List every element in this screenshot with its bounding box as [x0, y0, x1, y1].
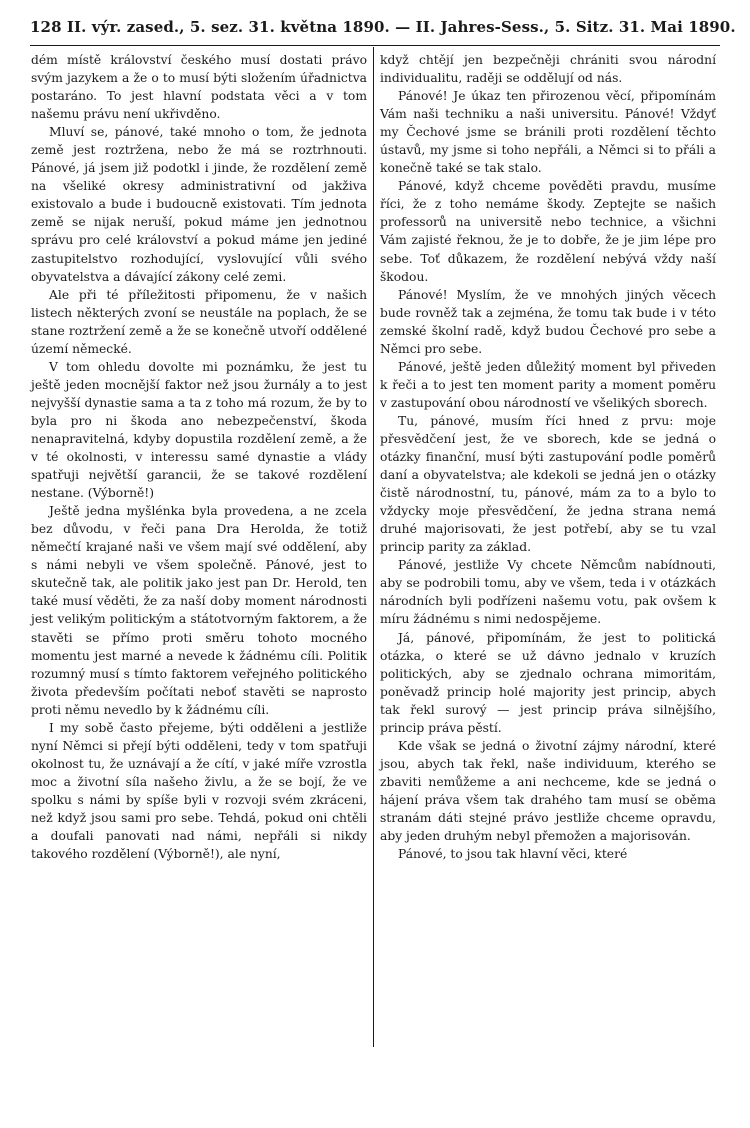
header-rule [30, 45, 720, 46]
paragraph: Ještě jedna myšlénka byla provedena, a ne zcela bez důvodu, v řeči pana Dra Herolda, že totiž němečtí krajané naši ve všem mají své oddělení, aby s námi nebyli ve všem společně. Pánové, jest to skutečně tak, ale politik jako jest pan Dr. Herold, ten také musí věděti, že za naší doby moment národnosti jest velikým politickým a státotvorným faktorem, a že stavěti se přímo proti směru tohoto mocného momentu jest marné a nevede k žádnému cíli. Politik rozumný musí s tímto faktorem veřejného politického života především počítati neboť stavěti se naprosto proti němu nevedlo by k žádnému cíli. [31, 504, 367, 717]
paragraph: Kde však se jedná o životní zájmy národní, které jsou, abych tak řekl, naše individuum, kterého se zbaviti nemůžeme a ani nechceme, kde se jedná o hájení práva všem tak drahého tam musí se oběma stranám dáti stejné právo jestliže chceme opravdu, aby jeden druhým nebyl přemožen a majorisován. [380, 738, 716, 844]
paragraph: I my sobě často přejeme, býti odděleni a jestliže nyní Němci si přejí býti odděleni, tedy v tom spatřuji okolnost tu, že uznávají a že cítí, v jaké míře vzrostla moc a životní síla našeho živlu, a že se bojí, že ve spolku s námi by spíše byli v rozvoji svém zkráceni, než když jsou sami pro sebe. Tehdá, pokud oni chtěli a doufali panovati nad námi, nepřáli si nikdy takového rozdělení (Výborně!), ale nyní, [31, 720, 367, 862]
paragraph: Pánové, ještě jeden důležitý moment byl přiveden k řeči a to jest ten moment parity a moment poměru v zastupování obou národností ve všelikých sborech. [380, 359, 716, 410]
paragraph: když chtějí jen bezpečněji chrániti svou národní individualitu, raději se oddělují od nás. [380, 53, 716, 86]
right-column [380, 51, 716, 863]
paragraph: Pánové, jestliže Vy chcete Němcům nabídnouti, aby se podrobili tomu, aby ve všem, teda i v otázkách národních byli podřízeni našemu votu, pak ovšem k míru žádnému s nimi nedospějeme. [380, 558, 716, 627]
paragraph: Pánové! Myslím, že ve mnohých jiných věcech bude rovněž tak a zejména, že tomu tak bude i v této zemské školní radě, když budou Čechové pro sebe a Němci pro sebe. [380, 287, 716, 356]
paragraph: V tom ohledu dovolte mi poznámku, že jest tu ještě jeden mocnější faktor než jsou žurnály a to jest nejvyšší dynastie sama a ta z toho má rozum, že by to byla pro ni škoda ano nebezpečenství, škoda nenapravitelná, kdyby dopustila rozdělení země, a že v té okolnosti, v interessu samé dynastie a vlády spatřuji největší garancii, že se takové rozdělení nestane. (Výborně!) [31, 359, 367, 501]
paragraph: Ale při té příležitosti připomenu, že v našich listech některých zvoní se neustále na poplach, že se stane roztržení země a že se konečně utvoří oddělené území německé. [31, 287, 367, 356]
page-header: 128 II. výr. zased., 5. sez. 31. května 1890. — II. Jahres-Sess., 5. Sitz. 31. Mai 1890. [30, 18, 736, 36]
paragraph: Pánové, když chceme pověděti pravdu, musíme říci, že z toho nemáme škody. Zeptejte se našich professorů na universitě nebo technice, a všichni Vám zajisté řeknou, že je to dobře, že je jim lépe pro sebe. Toť důkazem, že rozdělení nebývá vždy naší škodou. [380, 179, 716, 284]
paragraph: Mluví se, pánové, také mnoho o tom, že jednota země jest roztržena, nebo že má se roztrhnouti. Pánové, já jsem již podotkl i jinde, že rozdělení země na všeliké okresy administrativní od jakživa existovalo a bude i budoucně existovati. Tím jednota země se nijak neruší, pokud máme jen jednotnou správu pro celé království a pokud máme jen jediné zastupitelstvo rozhodující, vyslovující vůli svého obyvatelstva a dávající zákony celé zemi. [31, 125, 367, 284]
paragraph: Pánové! Je úkaz ten přirozenou věcí, připomínám Vám naši techniku a naši universitu. Pánové! Vždyť my Čechové jsme se bránili proti rozdělení těchto ústavů, my jsme si toho nepřáli, a Němci si to přáli a konečně také se tak stalo. [380, 89, 716, 176]
paragraph: Tu, pánové, musím říci hned z prvu: moje přesvědčení jest, že ve sborech, kde se jedná o otázky finanční, musí býti zastupování podle poměrů daní a obyvatelstva; ale kdekoli se jedná jen o otázky čistě národnostní, tu, pánové, mám za to a bylo to vždycky moje přesvědčení, že jedna strana nemá druhé majorisovati, že jest potřebí, aby se tu vzal princip parity za základ. [380, 413, 716, 555]
paragraph: Já, pánové, připomínám, že jest to politická otázka, o které se už dávno jednalo v kruzích politických, aby se zjednalo ochrana mimoritám, poněvadž princip holé majority jest princip, abych tak řekl surový — jest princip práva silnějšího, princip práva pěstí. [380, 630, 716, 735]
paragraph: dém místě království českého musí dostati právo svým jazykem a že o to musí býti složením úřadnictva postaráno. To jest hlavní podstata věci a v tom našemu právu není ukřivděno. [31, 53, 367, 122]
paragraph: Pánové, to jsou tak hlavní věci, které [398, 847, 628, 862]
left-column [31, 51, 367, 863]
column-divider [373, 47, 374, 1047]
